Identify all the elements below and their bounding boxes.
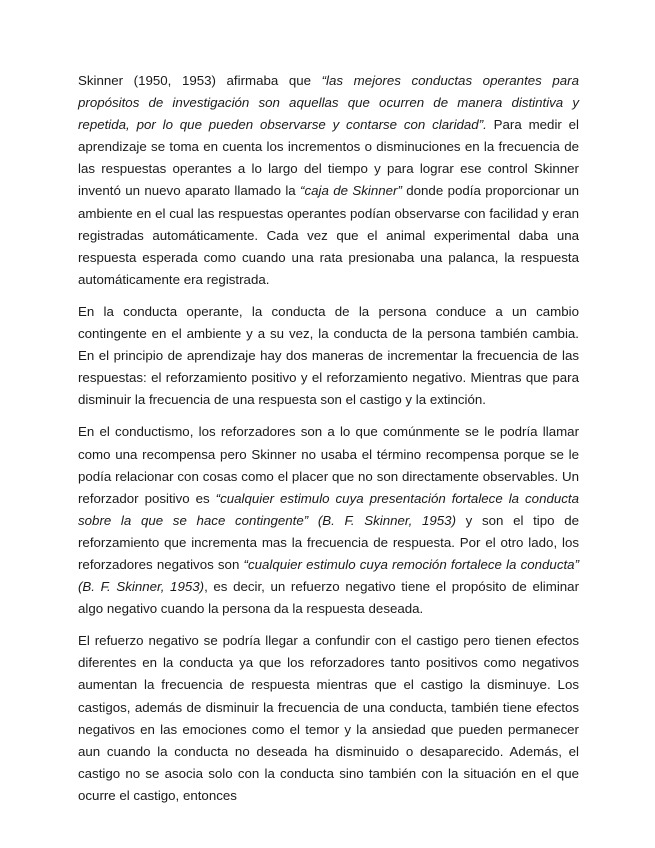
quote-segment: “las mejores conductas operantes para propósitos de investigación son aquellas que ocurren de manera distintiva y repetida, por lo que pueden observarse y contarse con claridad”. — [78, 73, 580, 133]
quote-segment: “cualquier estimulo cuya remoción fortalece la conducta” (B. F. Skinner, 1953) — [78, 556, 579, 595]
text-segment: Skinner (1950, 1953) afirmaba que — [78, 73, 322, 88]
text-segment: Para medir el aprendizaje se toma en cuenta los incrementos o disminuciones en la frecuencia de las respuestas operantes a lo largo del tiempo y para lograr ese control Skinner inventó un nuevo aparato llamado la — [78, 117, 579, 199]
text-segment: donde podía proporcionar un ambiente en el cual las respuestas operantes podían observarse con facilidad y eran registradas automáticamente. Cada vez que el animal experimental daba una respuesta esperada como cuando una rata presionaba una palanca, la respuesta automáticamente era registrada. — [78, 183, 580, 287]
text-segment: En la conducta operante, la conducta de la persona conduce a un cambio contingente en el ambiente y a su vez, la conducta de la persona también cambia. En el principio de aprendizaje hay dos maneras de incrementar la frecuencia de las respuestas: el reforzamiento positivo y el reforzamiento negativo. Mientras que para disminuir la frecuencia de una respuesta son el castigo y la extinción. — [78, 303, 579, 408]
text-segment: , es decir, un refuerzo negativo tiene el propósito de eliminar algo negativo cuando la persona da la respuesta deseada. — [78, 579, 580, 617]
paragraph-operant-conduct — [78, 301, 579, 411]
text-segment: En el conductismo, los reforzadores son a lo que comúnmente se le podría llamar como una recompensa pero Skinner no usaba el término recompensa porque se le podía relacionar con cosas como el placer que no son directamente observables. Un reforzador positivo es — [78, 424, 579, 506]
quote-segment: “cualquier estimulo cuya presentación fortalece la conducta sobre la que se hace contingente” (B. F. Skinner, 1953) — [78, 490, 579, 528]
document-body — [78, 70, 579, 817]
paragraph-reinforcers — [78, 421, 579, 620]
paragraph-punishment — [78, 630, 579, 807]
text-segment: El refuerzo negativo se podría llegar a confundir con el castigo pero tienen efectos diferentes en la conducta ya que los reforzadores tanto positivos como negativos aumentan la frecuencia de respuesta mientras que el castigo la disminuye. Los castigos, además de disminuir la frecuencia de una conducta, también tiene efectos negativos en las emociones como el temor y la ansiedad que pueden permanecer aun cuando la conducta no deseada ha disminuido o desaparecido. Además, el castigo no se asocia solo con la conducta sino también con la situación en el que ocurre el castigo, entonces — [78, 633, 579, 803]
paragraph-skinner-box — [78, 70, 579, 291]
text-segment: y son el tipo de reforzamiento que incrementa mas la frecuencia de respuesta. Por el otro lado, los reforzadores negativos son — [78, 512, 579, 572]
quote-segment: “caja de Skinner” — [300, 183, 402, 199]
